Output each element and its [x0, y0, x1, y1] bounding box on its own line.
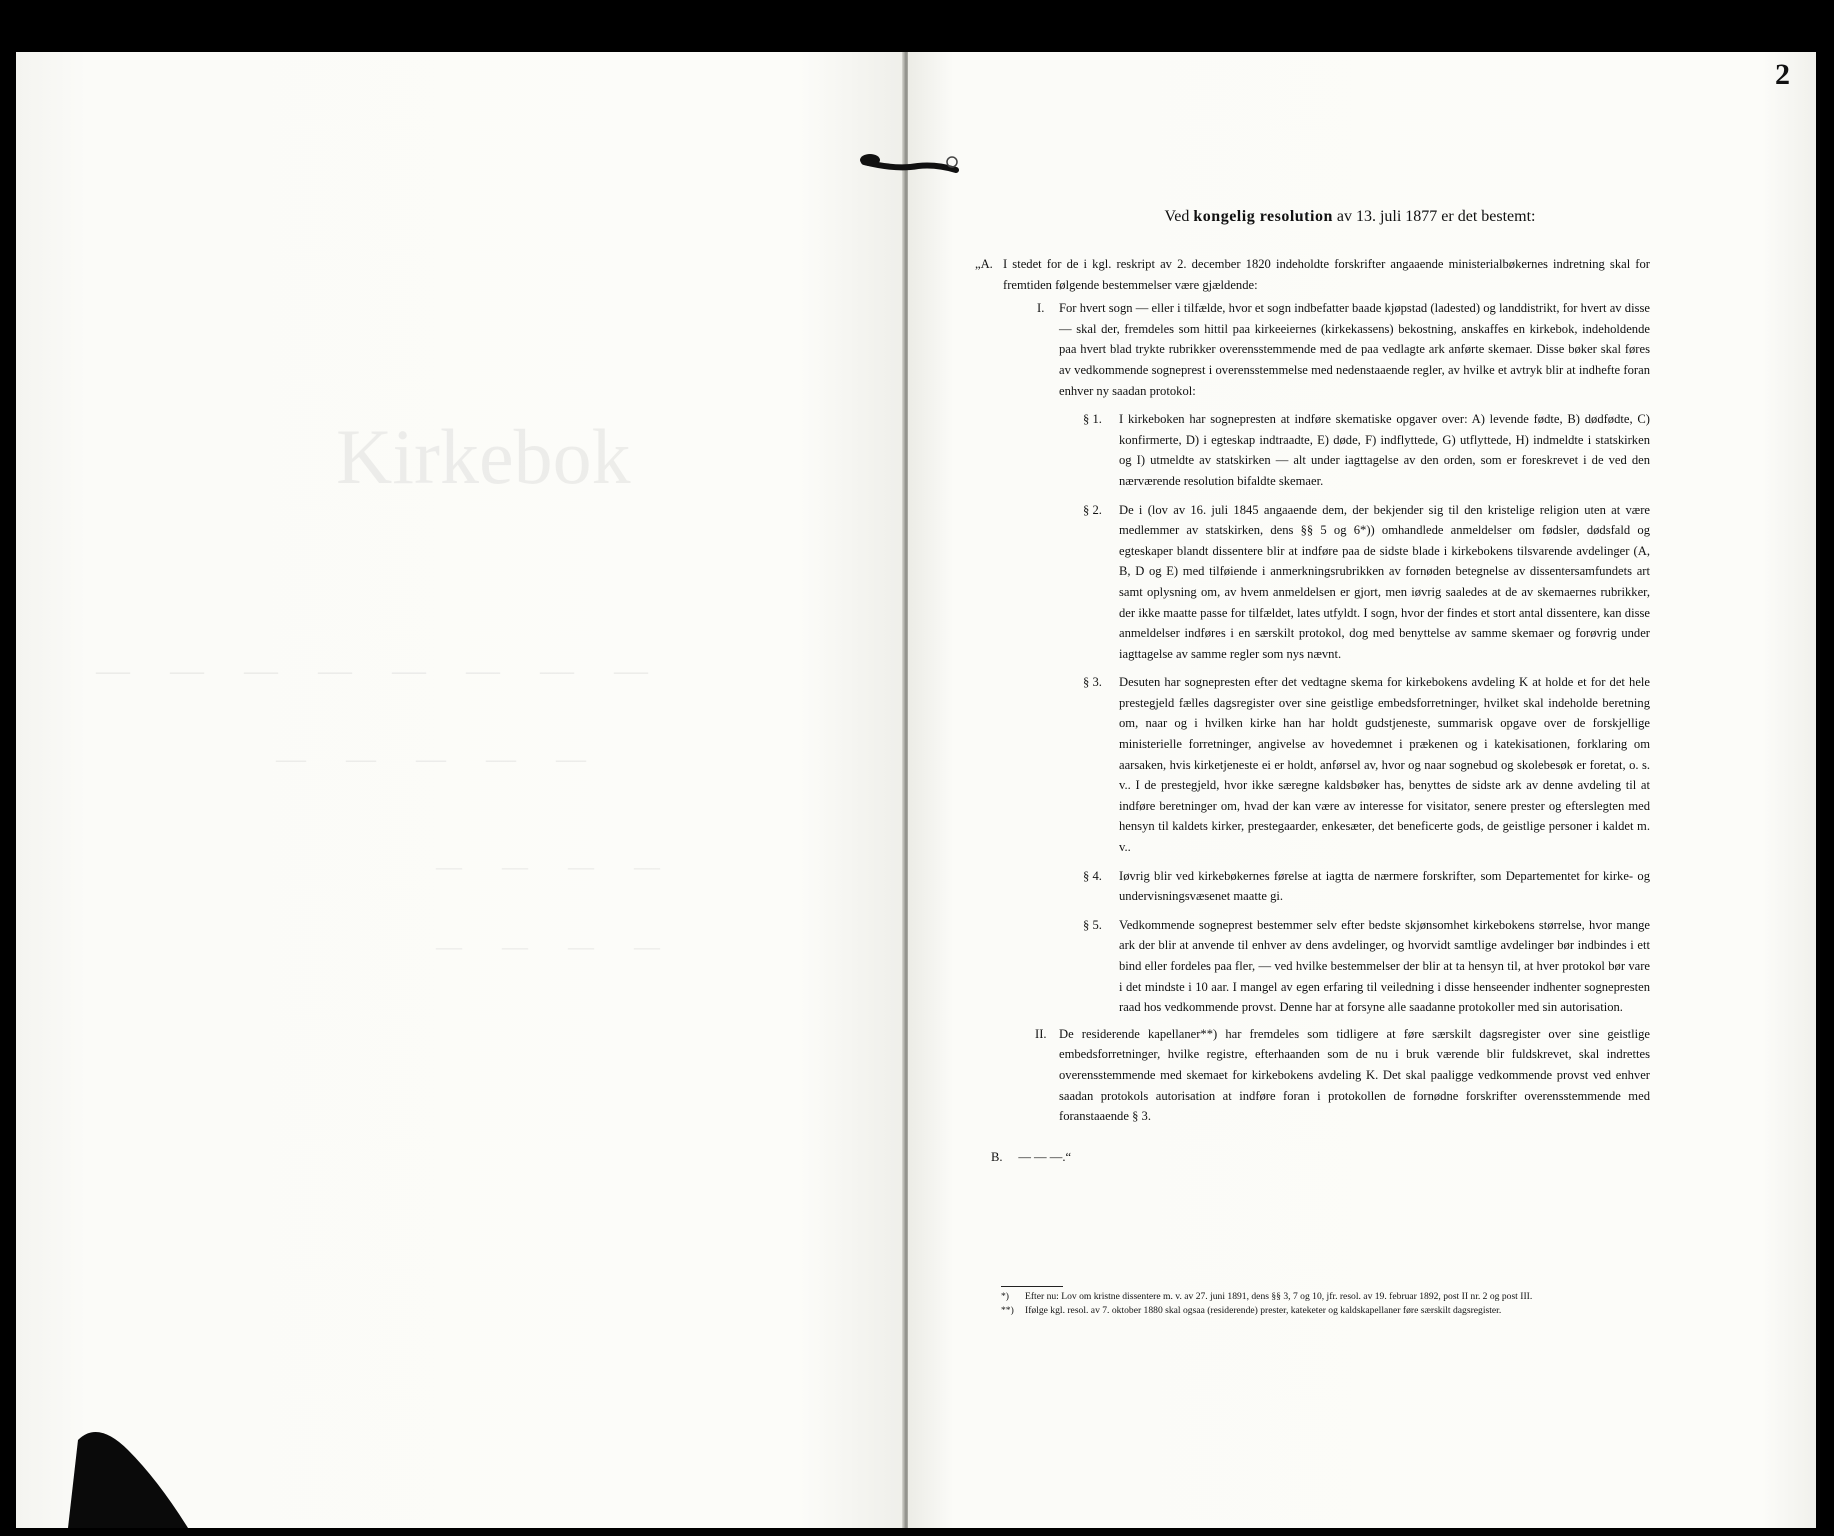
- paragraph-text: De i (lov av 16. juli 1845 angaaende dem, der bekjender sig til den kristelige religion uten at være medlemmer av statskirken, dens §§ 5 og 6*)) omhandlede anmeldelser om fødsler, dødsfald og egteskaper blandt dissentere blir at indføre paa de sidste blade i kirkebokens tilsvarende avdelinger (A, B, D og E) med tilføiende i anmerkningsrubrikken av fornøden betegnelse av dissentersamfundets art samt oplysning om, av hvem anmeldelsen er gjort, men iøvrig saaledes at de av skemaernes rubrikker, der ikke maatte passe for tilfældet, lates utfyldt. I sogn, hvor der findes et stort antal dissentere, kan disse anmeldelser indføres i en særskilt protokol, dog med benyttelse av samme skemaer og forøvrig under iagttagelse av samme regler som nys nævnt.: [1119, 502, 1650, 661]
- paragraph-label: § 5.: [1083, 917, 1102, 932]
- paragraph-4: [1083, 866, 1650, 907]
- paragraph-2: [1083, 500, 1650, 665]
- show-through-line: ————: [436, 852, 700, 881]
- footnotes: [985, 1286, 1650, 1318]
- corner-ink-smudge: [68, 1420, 188, 1528]
- heading-bold: kongelig resolution: [1193, 208, 1333, 225]
- heading-prefix: Ved: [1164, 208, 1190, 225]
- section-label: I.: [1037, 301, 1045, 316]
- paragraph-label: § 1.: [1083, 412, 1102, 427]
- footnote-rule: [1001, 1286, 1063, 1287]
- section-a: [975, 254, 1650, 295]
- footnote-1: [985, 1290, 1650, 1303]
- paragraph-text: Desuten har sognepresten efter det vedtagne skema for kirkebokens avdeling K at holde et for det hele prestegjeld fælles dagsregister over sine geistlige embedsforretninger, hvilket skal indeholde beretning om, naar og i hvilken kirke han har holdt gudstjeneste, summarisk opgave over de forskjellige ministerielle forretninger, angivelse av hovedemnet i prækenen og i katekisationen, forklaring om aarsaken, hvis kirketjeneste ei er holdt, anførsel av, hvor og naar sognebud og skolebesøk er foretat, o. s. v.. I de prestegjeld, hvor ikke særegne kaldsbøker has, benyttes de sidste ark av denne avdeling til at indføre beretninger om, hvad der kan være av interesse for visitator, senere prester og efterslegten med hensyn til kaldets kirker, prestegaarder, enkesæter, det beneficerte gods, de geistlige personer i kaldet m. v..: [1119, 675, 1650, 855]
- heading-suffix: av 13. juli 1877 er det bestemt:: [1336, 208, 1536, 225]
- section-text: — — —.“: [1018, 1149, 1072, 1164]
- paragraph-5: [1083, 915, 1650, 1018]
- section-text: I stedet for de i kgl. reskript av 2. december 1820 indeholdte forskrifter angaaende ministerialbøkernes indretning skal for fremtiden følgende bestemmelser være gjældende:: [1003, 257, 1650, 292]
- paragraph-text: Iøvrig blir ved kirkebøkernes førelse at iagtta de nærmere forskrifter, som Departementet for kirke- og undervisningsvæsenet maatte gi.: [1119, 868, 1650, 904]
- show-through-line: ————————: [96, 652, 688, 689]
- footnote-mark: *): [1001, 1291, 1009, 1302]
- paragraph-label: § 4.: [1083, 868, 1102, 883]
- show-through-title: Kirkebok: [336, 413, 631, 500]
- footnote-2: [985, 1304, 1650, 1317]
- paragraph-text: Vedkommende sogneprest bestemmer selv efter bedste skjønsomhet kirkebokens størrelse, hvor mange ark der blir at anvende til enhver av dens avdelinger, og hvorvidt samtlige avdelinger bør indbindes i ett bind eller fordeles paa fler, — ved hvilke bestemmelser der blir at ta hensyn til, at hver protokol bør vare i det mindste i 10 aar. I mangel av egen erfaring til veiledning i disse henseender indhenter sognepresten raad hos vedkommende provst. Denne har at forsyne alle saadanne protokoller med sin autorisation.: [1119, 917, 1650, 1015]
- section-i: [1009, 298, 1650, 1018]
- resolution-body: [975, 254, 1650, 1167]
- section-text: De residerende kapellaner**) har fremdeles som tidligere at føre særskilt dagsregister over sine geistlige embedsforretninger, hvilke registre, efterhaanden som de nu i bruk værende blir fuldskrevet, skal indrettes overensstemmende med skemaet for kirkebokens avdeling K. Det skal paaligge vedkommende provst ved enhver saadan protokols autorisation at indføre foran i protokollen de fornødne forskrifter overensstemmende med foranstaaende § 3.: [1059, 1026, 1650, 1124]
- paragraph-label: § 2.: [1083, 502, 1102, 517]
- paragraph-3: [1083, 672, 1650, 857]
- section-label: „A.: [975, 257, 993, 271]
- resolution-heading: [1050, 208, 1650, 226]
- page-number: 2: [1775, 58, 1790, 91]
- show-through-line: —————: [276, 742, 626, 775]
- footnote-mark: **): [1001, 1305, 1014, 1316]
- section-text: For hvert sogn — eller i tilfælde, hvor et sogn indbefatter baade kjøpstad (ladested) og landdistrikt, for hvert av disse — skal der, fremdeles som hittil paa kirkeeiernes (kirkekassens) bekostning, anskaffes en kirkebok, indeholdende paa hvert blad trykte rubrikker overensstemmende med de paa vedlagte ark anførte skemaer. Disse bøker skal føres av vedkommende sogneprest i overensstemmelse med nedenstaaende regler, av hvilke et avtryk blir at indhefte foran enhver ny saadan protokol:: [1059, 301, 1650, 398]
- section-label: II.: [1035, 1026, 1047, 1041]
- footnote-text: Efter nu: Lov om kristne dissentere m. v. av 27. juni 1891, dens §§ 3, 7 og 10, jfr. resol. av 19. februar 1892, post II nr. 2 og post III.: [1025, 1291, 1533, 1302]
- paragraph-label: § 3.: [1083, 675, 1102, 690]
- ink-blot-ornament: [856, 150, 966, 180]
- footnote-text: Ifølge kgl. resol. av 7. oktober 1880 skal ogsaa (residerende) prester, kateketer og kaldskapellaner føre særskilt dagsregister.: [1025, 1305, 1502, 1316]
- section-label: B.: [991, 1149, 1003, 1164]
- paragraph-text: I kirkeboken har sognepresten at indføre skematiske opgaver over: A) levende fødte, B) dødfødte, C) konfirmerte, D) i egteskap indtraadte, E) døde, F) indflyttede, G) utflyttede, H) indmeldte i statskirken og I) utmeldte av statskirken — alt under iagttagelse av den orden, som er foreskrevet i de ved den nærværende resolution bifaldte skemaer.: [1119, 412, 1650, 488]
- section-ii: [1009, 1024, 1650, 1127]
- show-through-line: ————: [436, 932, 700, 961]
- section-b: [991, 1147, 1650, 1168]
- left-page: [16, 52, 904, 1528]
- paragraph-1: [1083, 409, 1650, 491]
